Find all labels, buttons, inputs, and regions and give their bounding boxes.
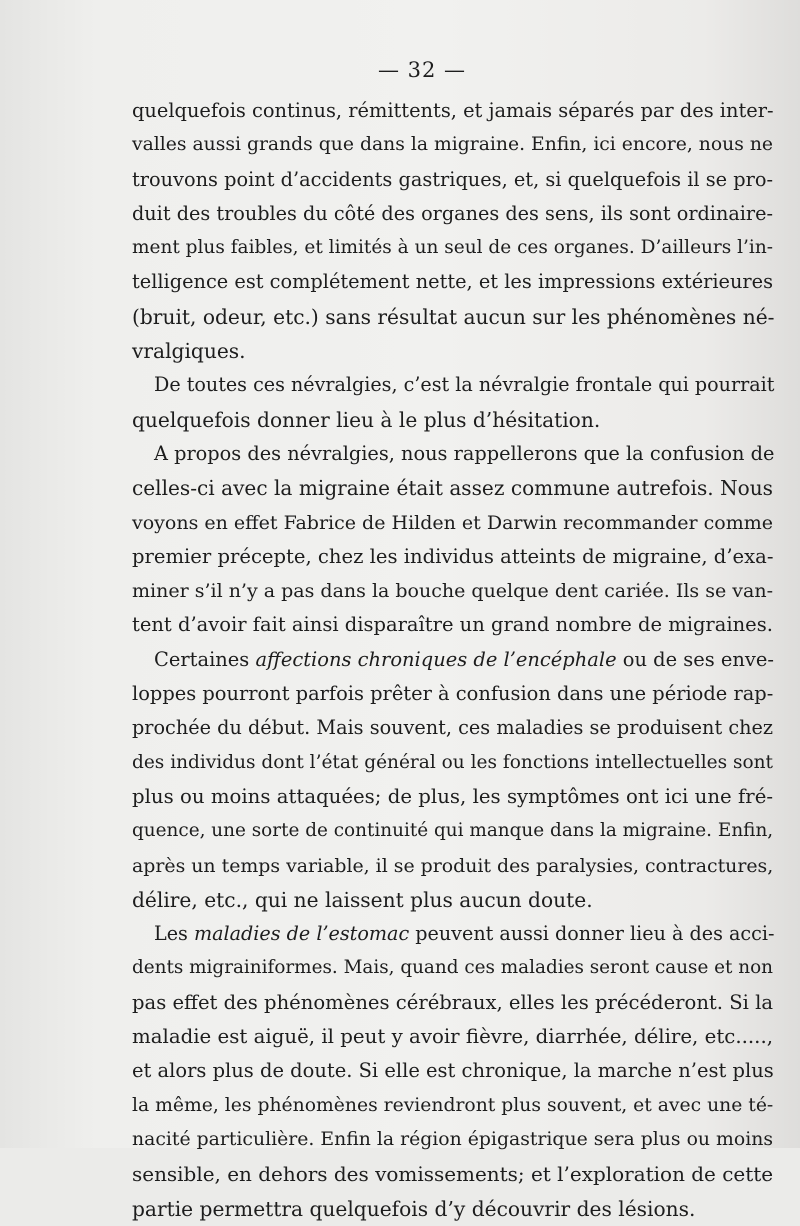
text-line: quence, une sorte de continuité qui manque dans la migraine. Enfin, (132, 820, 774, 842)
text-line: nacité particulière. Enfin la région épigastrique sera plus ou moins (132, 1128, 773, 1150)
text-line: vralgiques. (132, 339, 246, 364)
text-line: délire, etc., qui ne laissent plus aucun doute. (132, 887, 593, 912)
text-line: valles aussi grands que dans la migraine. Enfin, ici encore, nous ne (132, 134, 773, 156)
italic-phrase: maladies de l’estomac (193, 922, 410, 946)
text-line: loppes pourront parfois prêter à confusion dans une période rap- (132, 682, 774, 706)
text-line (132, 917, 773, 951)
text-line: sensible, en dehors des vomissements; et l’exploration de cette (132, 1162, 774, 1187)
text-line: des individus dont l’état général ou les fonctions intellectuelles sont (132, 751, 773, 773)
text-run: peuvent aussi donner lieu à des acci- (409, 922, 775, 946)
text-line: ment plus faibles, et limités à un seul de ces organes. D’ailleurs l’in- (132, 237, 773, 259)
text-line: voyons en effet Fabrice de Hilden et Darwin recommander comme (132, 511, 773, 534)
text-line: quelquefois continus, rémittents, et jamais séparés par des inter- (132, 99, 774, 122)
text-line (132, 643, 773, 677)
text-line: miner s’il n’y a pas dans la bouche quelque dent cariée. Ils se van- (132, 580, 773, 603)
text-line: la même, les phénomènes reviendront plus souvent, et avec une té- (132, 1094, 774, 1116)
paragraph-4 (132, 643, 773, 917)
text-run: Les (154, 922, 194, 946)
text-line: maladie est aiguë, il peut y avoir fièvre, diarrhée, délire, etc....., (132, 1025, 773, 1049)
text-line: celles-ci avec la migraine était assez commune autrefois. Nous (132, 476, 773, 501)
italic-phrase: affections chroniques de l’encéphale (255, 647, 617, 671)
text-line: tent d’avoir fait ainsi disparaître un grand nombre de migraines. (132, 613, 773, 637)
text-line: plus ou moins attaquées; de plus, les symptômes ont ici une fré- (132, 784, 773, 808)
paragraph-1 (132, 94, 773, 368)
body-text (132, 94, 773, 1226)
text-line: duit des troubles du côté des organes des sens, ils sont ordinaire- (132, 201, 773, 225)
text-run: Certaines (154, 647, 256, 671)
text-line: quelquefois donner lieu à le plus d’hésitation. (132, 407, 601, 432)
text-line: pas effet des phénomènes cérébraux, elles les précéderont. Si la (132, 990, 774, 1014)
text-line: (bruit, odeur, etc.) sans résultat aucun sur les phénomènes né- (132, 304, 775, 329)
text-line: De toutes ces névralgies, c’est la névralgie frontale qui pourrait (154, 373, 775, 397)
text-line: telligence est complétement nette, et les impressions extérieures (132, 270, 773, 294)
text-line: et alors plus de doute. Si elle est chronique, la marche n’est plus (132, 1059, 774, 1083)
page-number: — 32 — (377, 58, 467, 82)
text-line: prochée du début. Mais souvent, ces maladies se produisent chez (132, 716, 773, 740)
paragraph-5 (132, 917, 773, 1226)
text-line: premier précepte, chez les individus atteints de migraine, d’exa- (132, 544, 774, 568)
text-line: trouvons point d’accidents gastriques, et, si quelquefois il se pro- (132, 167, 773, 191)
text-line: A propos des névralgies, nous rappellerons que la confusion de (154, 441, 775, 465)
text-line: partie permettra quelquefois d’y découvrir des lésions. (132, 1196, 696, 1221)
paragraph-3 (132, 437, 773, 643)
text-run: ou de ses enve- (616, 647, 774, 671)
text-line: dents migrainiformes. Mais, quand ces maladies seront cause et non (132, 957, 774, 979)
paragraph-2 (132, 368, 773, 437)
text-line: après un temps variable, il se produit des paralysies, contractures, (132, 854, 774, 877)
